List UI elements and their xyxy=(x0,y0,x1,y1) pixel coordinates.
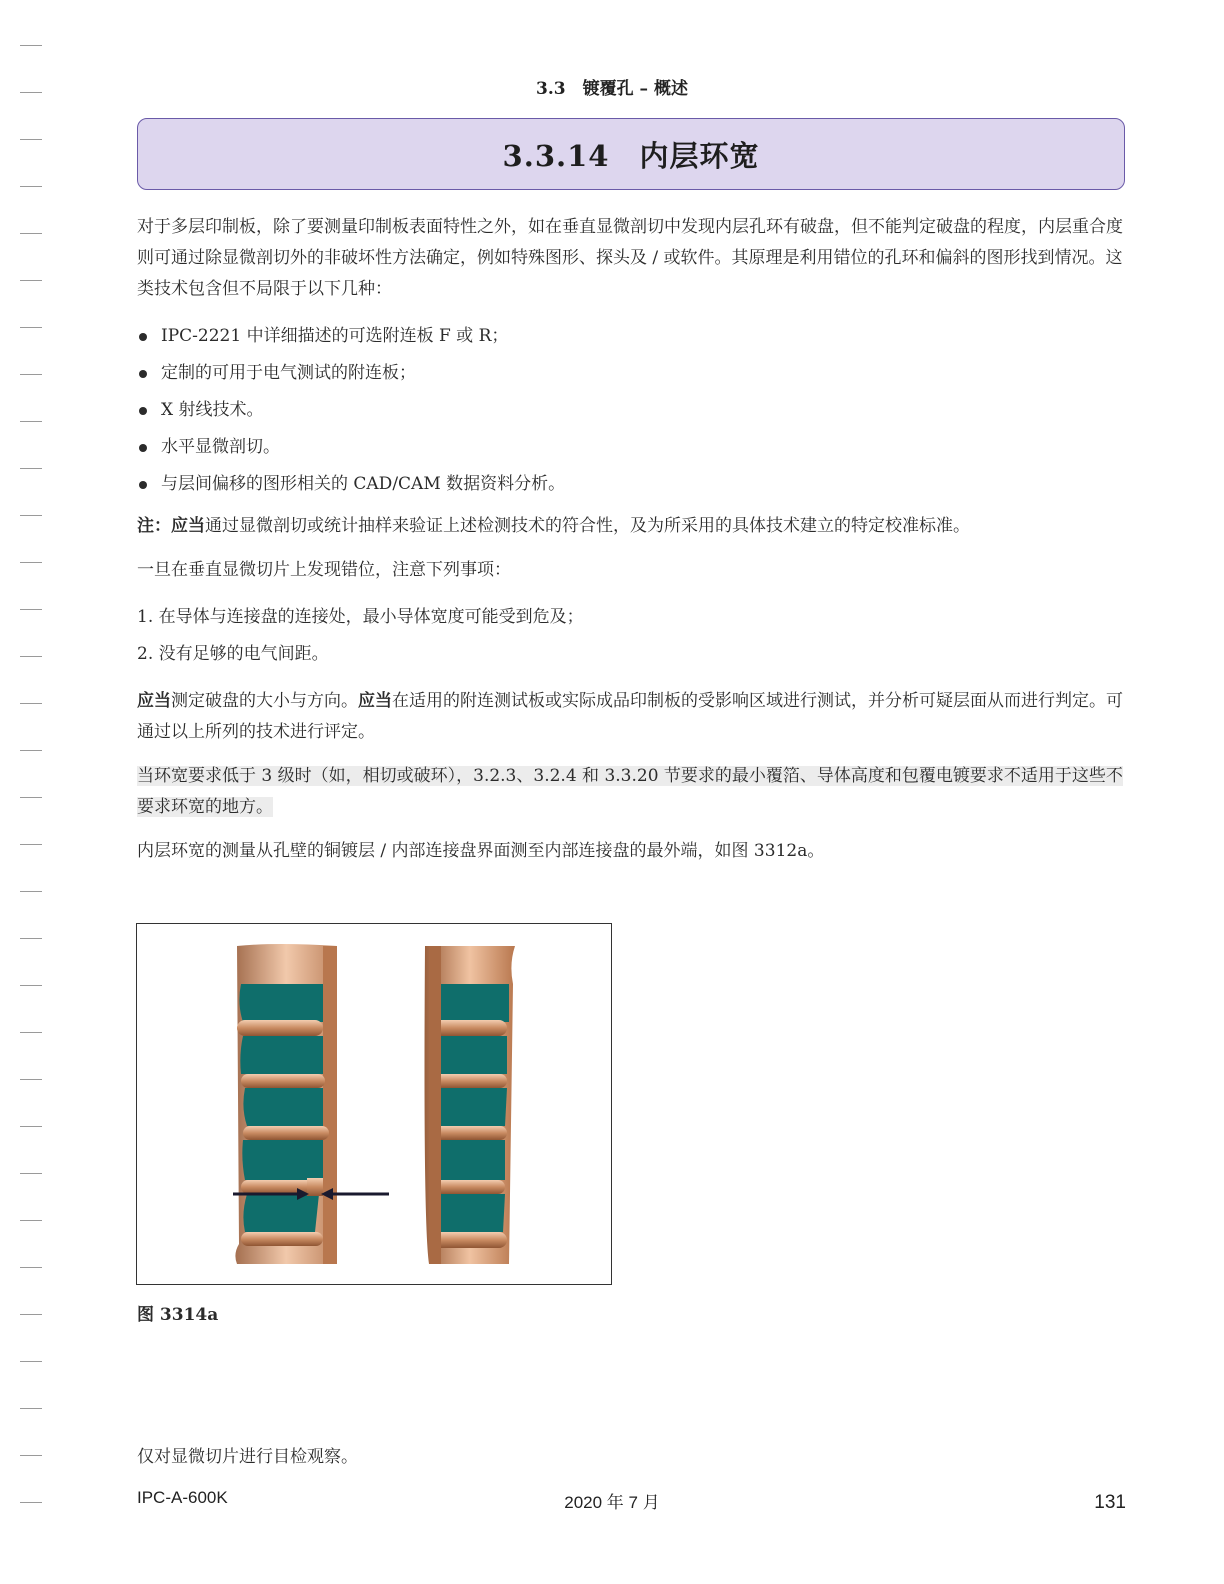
margin-tick xyxy=(20,1408,42,1409)
margin-tick xyxy=(20,1455,42,1456)
footer-doc-id: IPC-A-600K xyxy=(137,1488,228,1507)
margin-tick xyxy=(20,468,42,469)
note-keyword: 应当 xyxy=(171,516,205,536)
margin-tick xyxy=(20,45,42,46)
considerations-list xyxy=(137,599,1129,673)
margin-tick xyxy=(20,1220,42,1221)
margin-tick xyxy=(20,1314,42,1315)
margin-tick xyxy=(20,515,42,516)
technique-list xyxy=(137,318,1129,503)
shall-keyword: 应当 xyxy=(358,691,392,711)
margin-tick xyxy=(20,703,42,704)
shall-paragraph xyxy=(137,686,1129,748)
list-item: 2. 没有足够的电气间距。 xyxy=(137,644,329,664)
section-title-box xyxy=(137,118,1125,190)
margin-tick xyxy=(20,1032,42,1033)
note-label: 注： xyxy=(137,516,171,536)
margin-tick xyxy=(20,1079,42,1080)
footer-date: 2020 年 7 月 xyxy=(564,1493,660,1512)
margin-tick xyxy=(20,327,42,328)
binder-margin-marks xyxy=(0,0,60,1584)
note-text: 通过显微剖切或统计抽样来验证上述检测技术的符合性，及为所采用的具体技术建立的特定校准标准。 xyxy=(205,516,970,536)
margin-tick xyxy=(20,656,42,657)
shall-keyword: 应当 xyxy=(137,691,171,711)
right-section-registered xyxy=(425,946,516,1264)
margin-tick xyxy=(20,938,42,939)
page-number: 131 xyxy=(1094,1492,1126,1513)
list-item: 与层间偏移的图形相关的 CAD/CAM 数据资料分析。 xyxy=(137,466,1129,503)
intro-paragraph: 对于多层印制板，除了要测量印制板表面特性之外，如在垂直显微剖切中发现内层孔环有破盘，但不能判定破盘的程度，内层重合度则可通过除显微剖切外的非破坏性方法确定，例如特殊图形、探头及 / 或软件。其原理是利用错位的孔环和偏斜的图形找到情况。这类技术包含但不局限于以下几种： xyxy=(137,217,1123,299)
margin-tick xyxy=(20,844,42,845)
margin-tick xyxy=(20,139,42,140)
measurement-paragraph: 内层环宽的测量从孔壁的铜镀层 / 内部连接盘界面测至内部连接盘的最外端，如图 3312a。 xyxy=(137,841,825,861)
running-header: 3.3 镀覆孔 – 概述 xyxy=(536,79,688,99)
margin-tick xyxy=(20,1173,42,1174)
list-item: X 射线技术。 xyxy=(137,392,1129,429)
margin-tick xyxy=(20,186,42,187)
margin-tick xyxy=(20,421,42,422)
margin-tick xyxy=(20,1267,42,1268)
margin-tick xyxy=(20,1126,42,1127)
shall-text: 测定破盘的大小与方向。 xyxy=(171,691,358,711)
margin-tick xyxy=(20,1361,42,1362)
left-section-misregistered xyxy=(235,944,337,1264)
figure-caption: 图 3314a xyxy=(137,1305,219,1325)
list-item: IPC-2221 中详细描述的可选附连板 F 或 R； xyxy=(137,318,1129,355)
list-item: 水平显微剖切。 xyxy=(137,429,1129,466)
margin-tick xyxy=(20,280,42,281)
inspection-note: 仅对显微切片进行目检观察。 xyxy=(137,1447,358,1467)
margin-tick xyxy=(20,797,42,798)
list-item: 定制的可用于电气测试的附连板； xyxy=(137,355,1129,392)
shall-text: 在适用的附连测试板或实际成品印制板的受影响区域进行测试，并分析可疑层面从而进行判定。可通过以上所列的技术进行评定。 xyxy=(137,691,1123,742)
misregistration-intro: 一旦在垂直显微切片上发现错位，注意下列事项： xyxy=(137,560,511,580)
annular-ring-text: 当环宽要求低于 3 级时（如，相切或破环），3.2.3、3.2.4 和 3.3.20 节要求的最小覆箔、导体高度和包覆电镀要求不适用于这些不要求环宽的地方。 xyxy=(137,766,1123,817)
margin-tick xyxy=(20,891,42,892)
note-paragraph xyxy=(137,511,1129,542)
main-content xyxy=(137,212,1129,880)
figure-3314a xyxy=(136,923,612,1285)
margin-tick xyxy=(20,374,42,375)
margin-tick xyxy=(20,233,42,234)
margin-tick xyxy=(20,562,42,563)
list-item: 1. 在导体与连接盘的连接处，最小导体宽度可能受到危及； xyxy=(137,607,584,627)
margin-tick xyxy=(20,750,42,751)
section-title: 3.3.14 内层环宽 xyxy=(502,138,760,173)
plated-hole-cross-section-illustration xyxy=(137,924,611,1284)
annular-ring-paragraph xyxy=(137,761,1129,823)
margin-tick xyxy=(20,985,42,986)
margin-tick xyxy=(20,609,42,610)
